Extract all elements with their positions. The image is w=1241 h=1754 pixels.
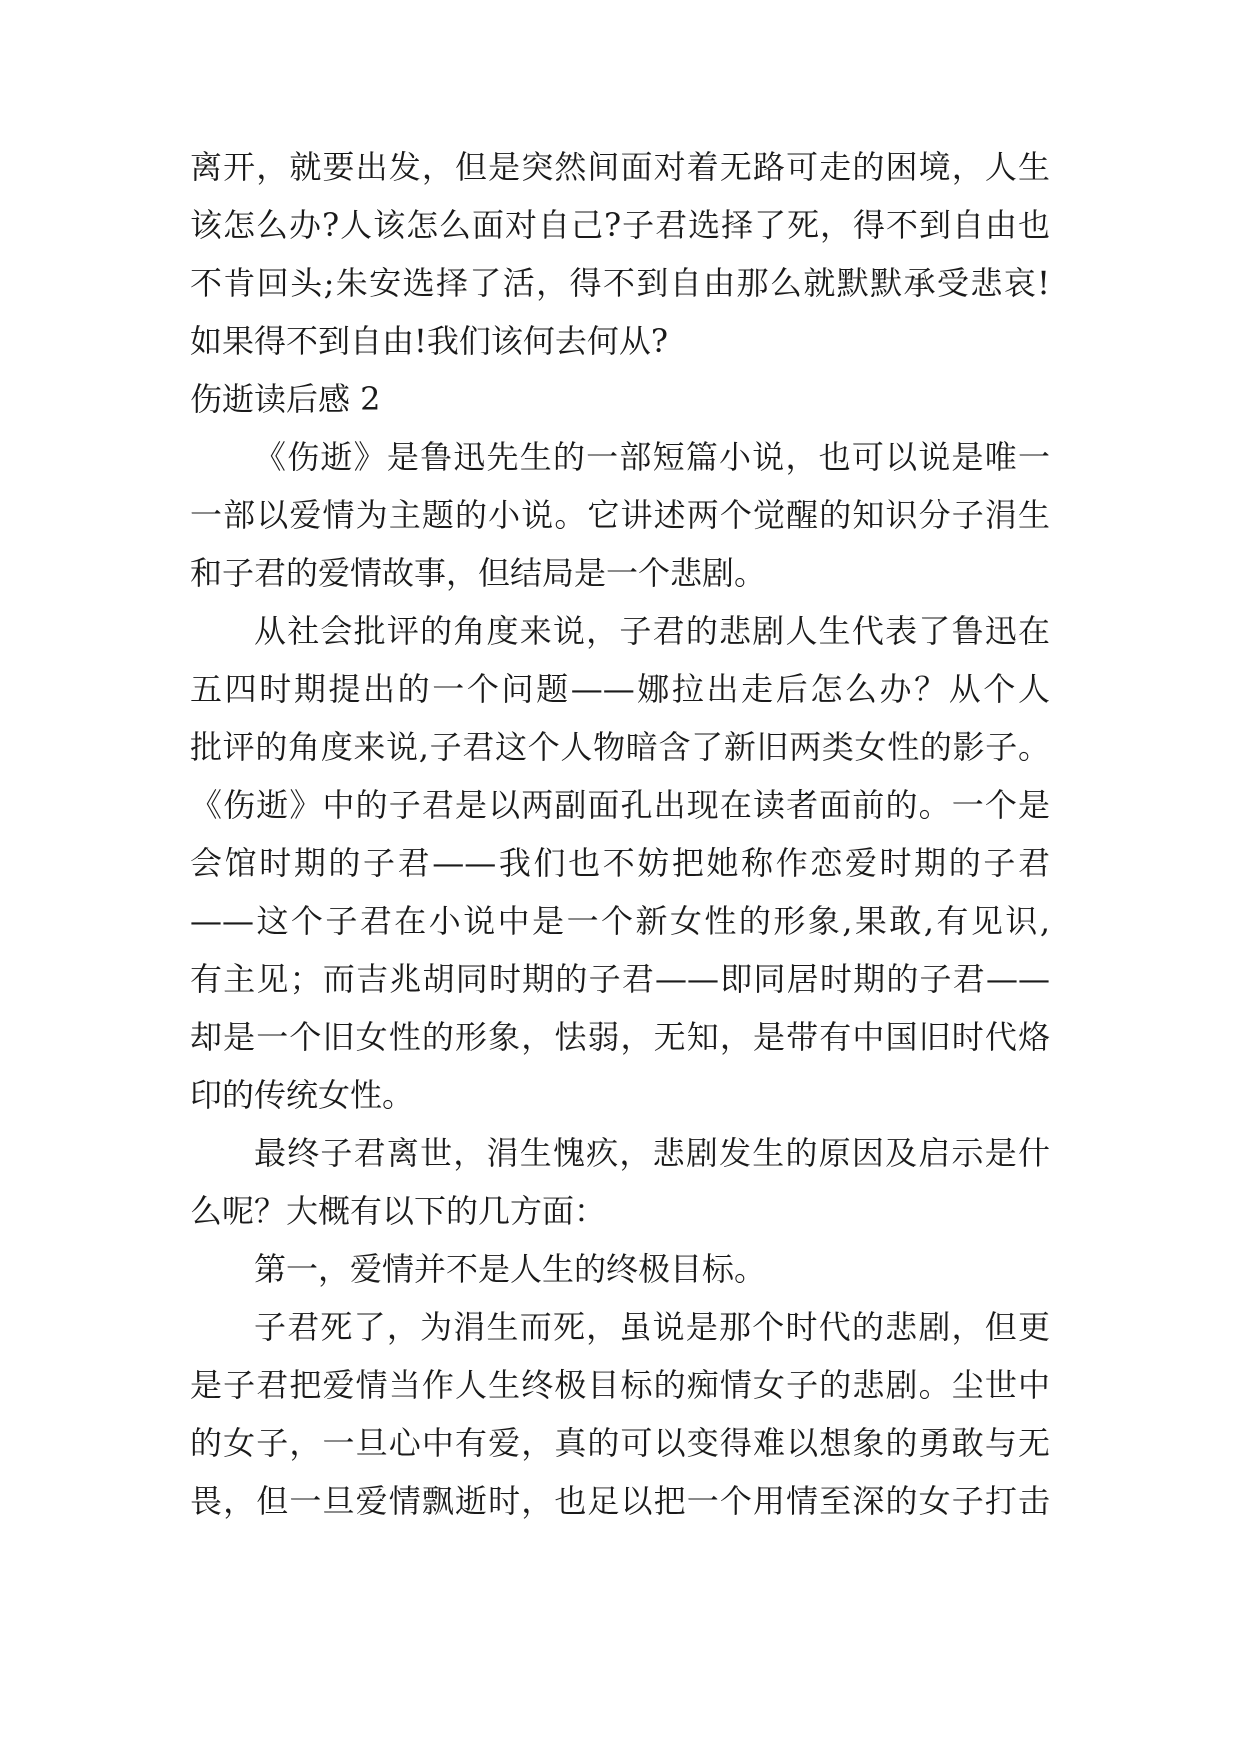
text-line: 和子君的爱情故事，但结局是一个悲剧。	[190, 554, 767, 592]
text-line: 批评的角度来说,子君这个人物暗含了新旧两类女性的影子。	[190, 728, 1050, 766]
text-line: 一部以爱情为主题的小说。它讲述两个觉醒的知识分子涓生	[190, 496, 1050, 534]
text-line: 该怎么办?人该怎么面对自己?子君选择了死，得不到自由也	[190, 206, 1050, 244]
text-line: 的女子，一旦心中有爱，真的可以变得难以想象的勇敢与无	[190, 1424, 1050, 1462]
text-line: 么呢？大概有以下的几方面：	[190, 1192, 607, 1230]
text-line: 《伤逝》是鲁迅先生的一部短篇小说，也可以说是唯一	[254, 438, 1050, 476]
section-heading: 伤逝读后感 2	[190, 380, 381, 418]
text-line: 畏，但一旦爱情飘逝时，也足以把一个用情至深的女子打击	[190, 1482, 1050, 1520]
text-line: 离开，就要出发，但是突然间面对着无路可走的困境，人生	[190, 148, 1050, 186]
text-line: 有主见；而吉兆胡同时期的子君——即同居时期的子君——	[190, 960, 1050, 998]
text-line: ——这个子君在小说中是一个新女性的形象,果敢,有见识,	[190, 902, 1050, 940]
text-line: 印的传统女性。	[190, 1076, 415, 1114]
text-line: 最终子君离世，涓生愧疚，悲剧发生的原因及启示是什	[254, 1134, 1050, 1172]
text-line: 却是一个旧女性的形象，怯弱，无知，是带有中国旧时代烙	[190, 1018, 1050, 1056]
text-line: 如果得不到自由!我们该何去何从?	[190, 322, 669, 360]
text-line: 不肯回头;朱安选择了活，得不到自由那么就默默承受悲哀!	[190, 264, 1050, 302]
text-line: 第一，爱情并不是人生的终极目标。	[254, 1250, 767, 1288]
text-line: 从社会批评的角度来说，子君的悲剧人生代表了鲁迅在	[254, 612, 1050, 650]
text-line: 《伤逝》中的子君是以两副面孔出现在读者面前的。一个是	[190, 786, 1050, 824]
text-line: 是子君把爱情当作人生终极目标的痴情女子的悲剧。尘世中	[190, 1366, 1050, 1404]
text-line: 五四时期提出的一个问题——娜拉出走后怎么办？从个人	[190, 670, 1050, 708]
text-line: 会馆时期的子君——我们也不妨把她称作恋爱时期的子君	[190, 844, 1050, 882]
text-line: 子君死了，为涓生而死，虽说是那个时代的悲剧，但更	[254, 1308, 1050, 1346]
